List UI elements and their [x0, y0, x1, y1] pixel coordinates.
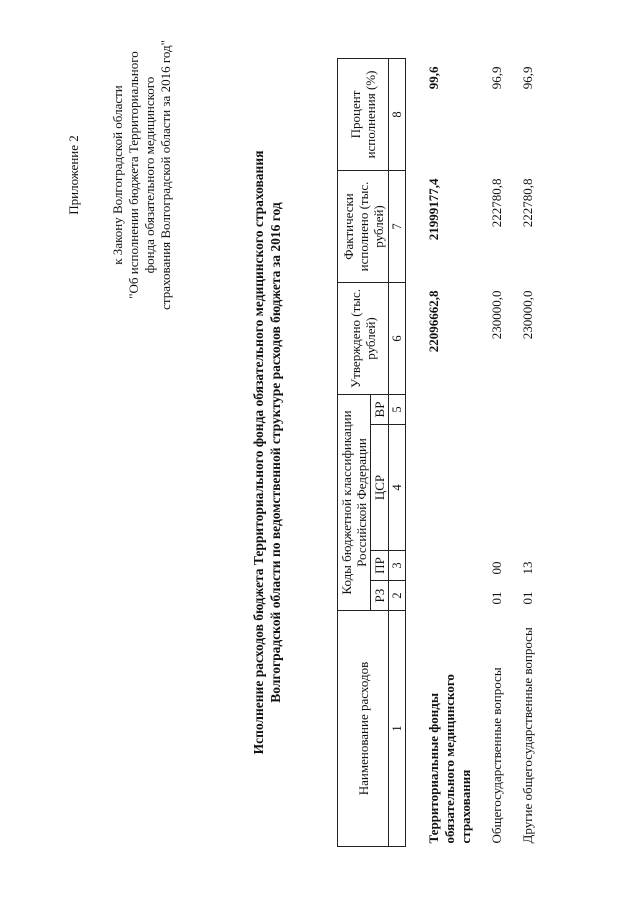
appendix-note [66, 35, 174, 315]
cell-name: Общегосударственные вопросы [489, 667, 504, 844]
column-number: 5 [389, 394, 406, 424]
cell-rz: 01 [520, 591, 535, 605]
cell-name: Другие общегосударственные вопросы [520, 627, 535, 844]
column-number: 1 [389, 611, 406, 847]
cell-actual: 21999177,4 [426, 178, 441, 241]
cell-pr: 13 [520, 561, 535, 575]
cell-rz: 01 [489, 591, 504, 605]
cell-percent: 96,9 [489, 66, 504, 90]
column-number: 4 [389, 425, 406, 551]
table-row [475, 58, 506, 846]
cell-vr [475, 394, 506, 424]
cell-vr [506, 394, 537, 424]
cell-percent: 99,6 [426, 66, 441, 90]
appendix-heading: Приложение 2 [66, 135, 81, 215]
cell-csr [475, 425, 506, 551]
cell-approved: 230000,0 [489, 290, 504, 340]
cell-percent: 96,9 [520, 66, 535, 90]
header-rz: РЗ [371, 581, 389, 611]
cell-approved: 230000,0 [520, 290, 535, 340]
title-line-1: Исполнение расходов бюджета Территориального фонда обязательного медицинского страхования [251, 150, 266, 755]
title-line-2: Волгоградской области по ведомственной структуре расходов бюджета за 2016 год [268, 202, 283, 703]
appendix-line: к Закону Волгоградской области [110, 85, 125, 265]
cell-approved: 22096662,8 [426, 290, 441, 353]
column-number: 8 [389, 58, 406, 170]
cell-csr [506, 425, 537, 551]
cell-csr [412, 425, 475, 551]
cell-name: Территориальные фонды обязательного медицинского страхования [426, 674, 473, 844]
cell-pr [412, 551, 475, 581]
cell-pr: 00 [489, 561, 504, 575]
column-number: 2 [389, 581, 406, 611]
cell-vr [412, 394, 475, 424]
column-number: 6 [389, 282, 406, 394]
appendix-line: фонда обязательного медицинского [142, 76, 157, 274]
table-row [412, 58, 475, 846]
header-vr: ВР [371, 394, 389, 424]
header-percent: Процент исполнения (%) [338, 58, 389, 170]
header-pr: ПР [371, 551, 389, 581]
header-codes-group: Коды бюджетной классификации Российской Федерации [338, 394, 371, 610]
column-number: 7 [389, 170, 406, 282]
document-title [250, 0, 284, 905]
table-row [506, 58, 537, 846]
appendix-line: страхования Волгоградской области за 2016 год" [158, 40, 173, 310]
column-number: 3 [389, 551, 406, 581]
header-actual: Фактически исполнено (тыс. рублей) [338, 170, 389, 282]
cell-actual: 222780,8 [520, 178, 535, 228]
cell-actual: 222780,8 [489, 178, 504, 228]
cell-rz [412, 581, 475, 611]
expenditure-table [337, 58, 537, 847]
header-approved: Утверждено (тыс. рублей) [338, 282, 389, 394]
appendix-line: "Об исполнении бюджета Территориального [126, 51, 141, 299]
header-name: Наименование расходов [338, 611, 389, 847]
header-csr: ЦСР [371, 425, 389, 551]
